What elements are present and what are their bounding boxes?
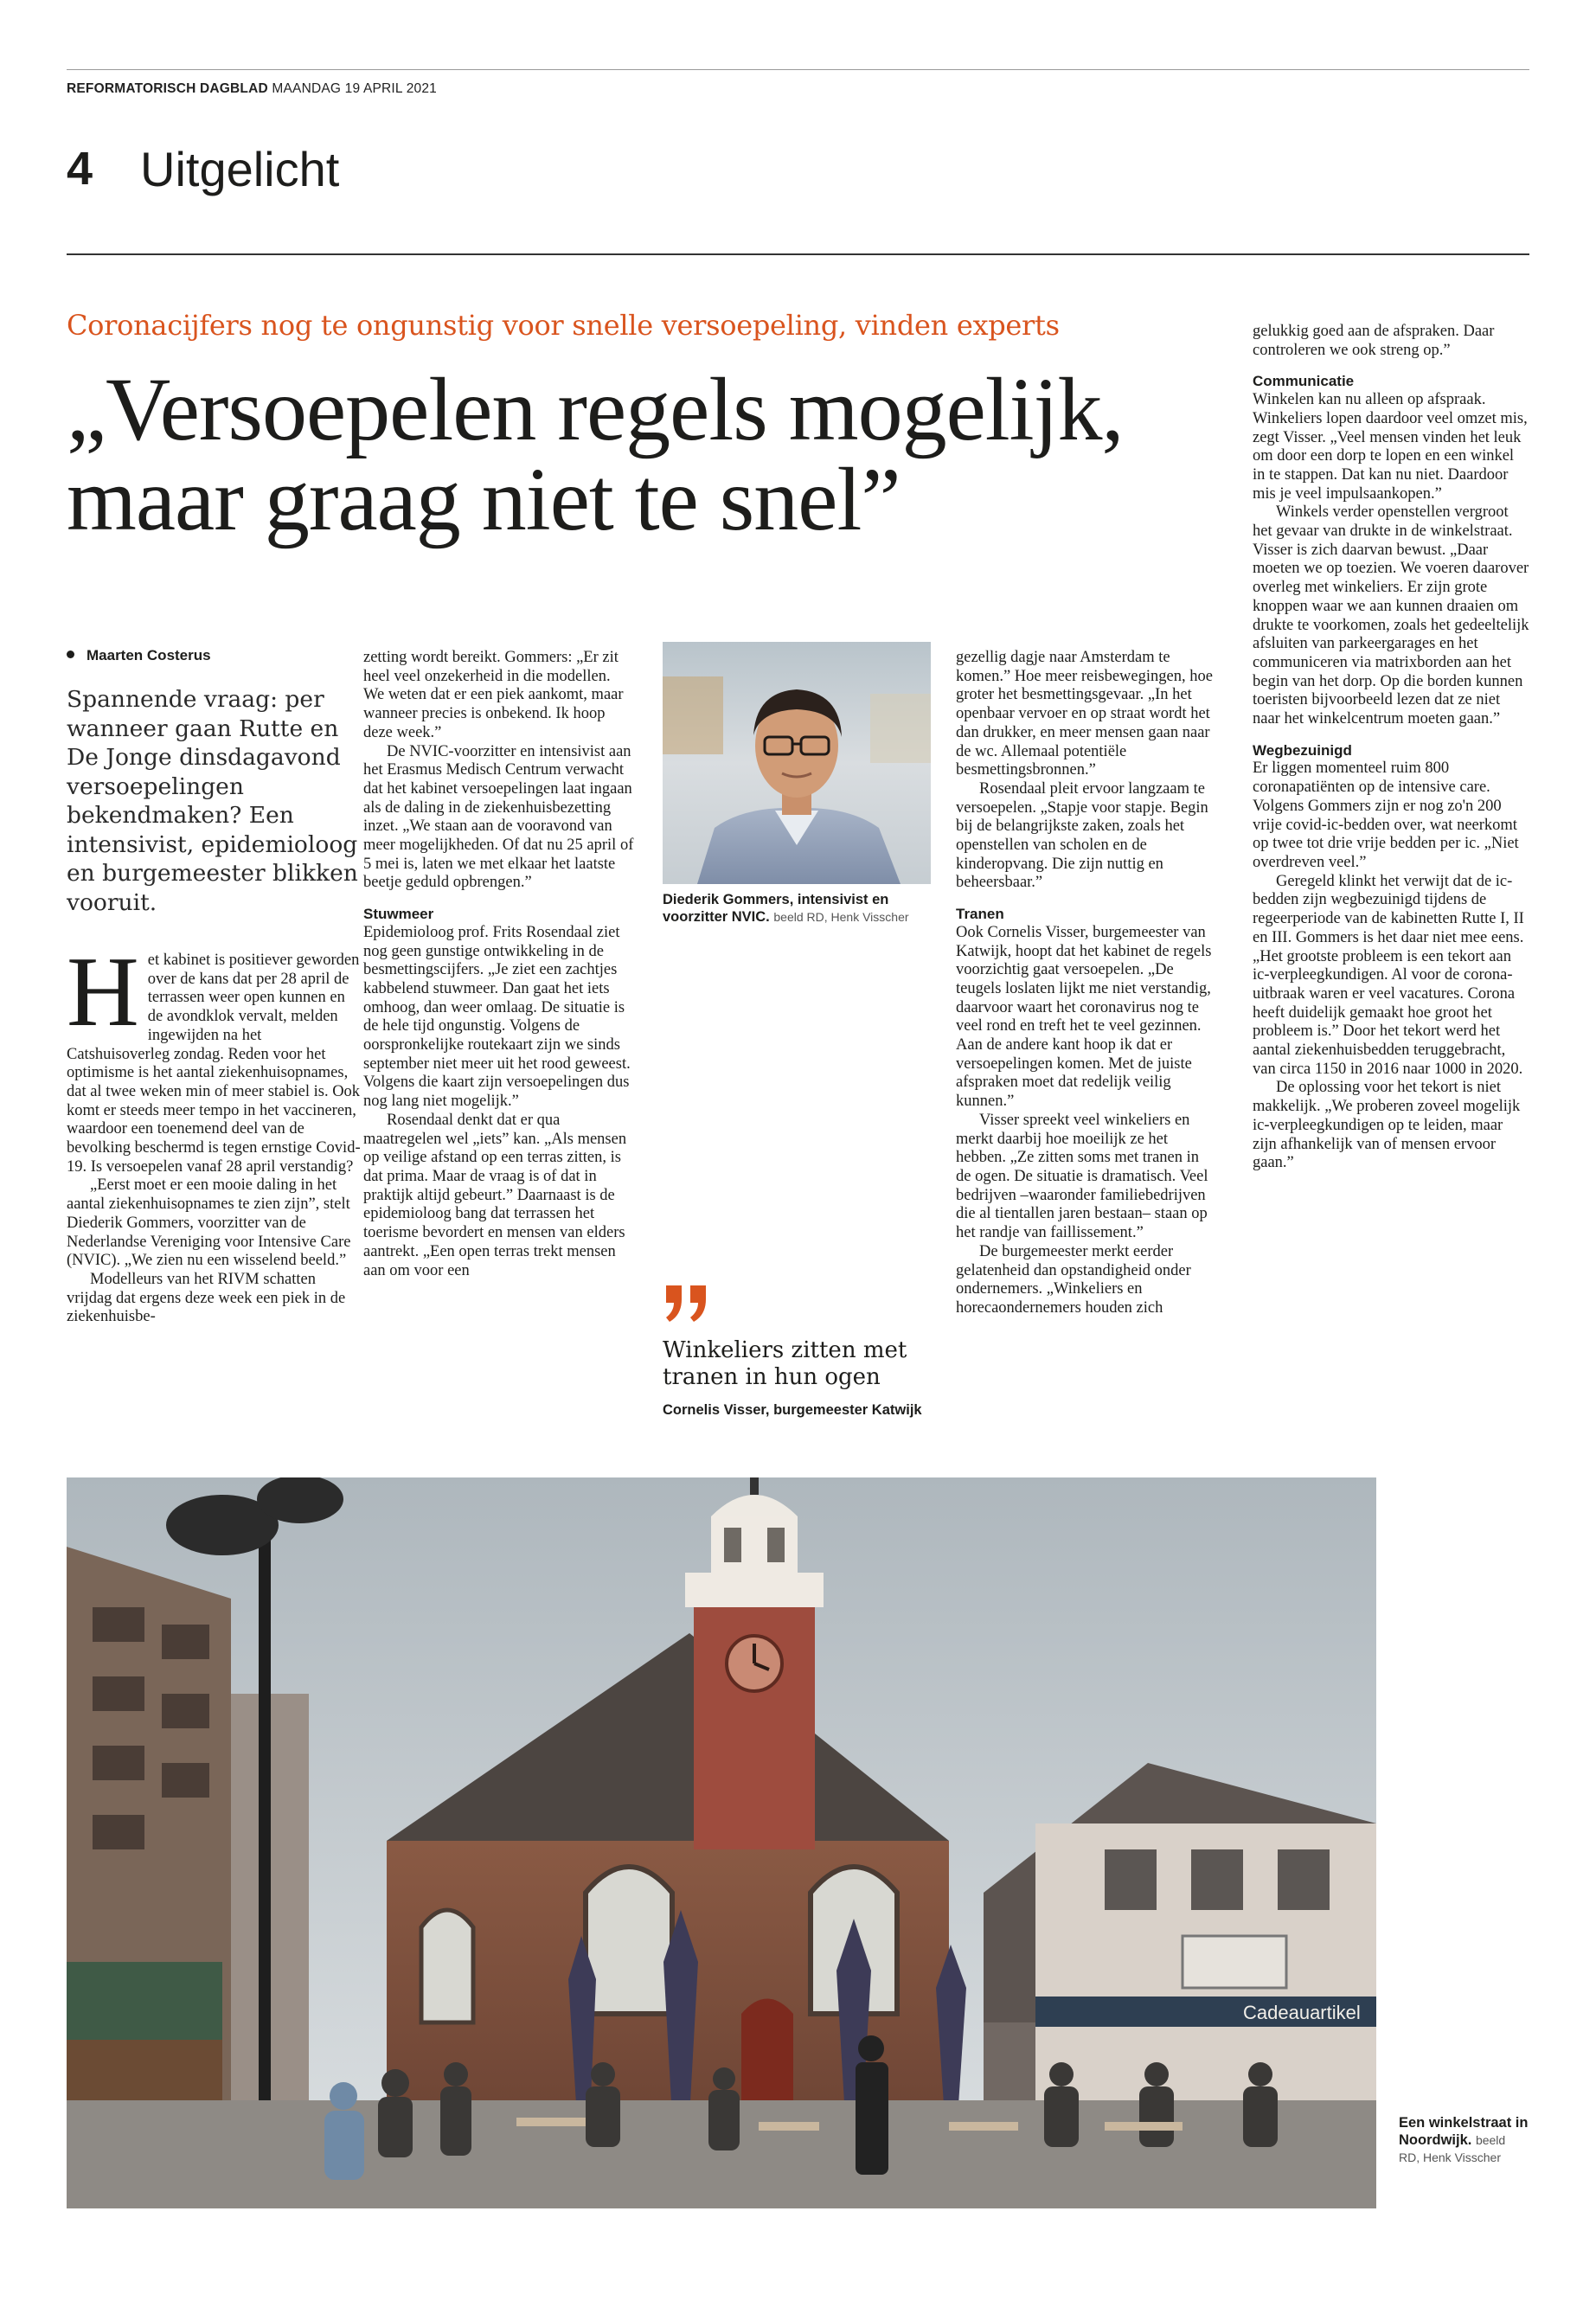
body-paragraph: Er liggen momenteel ruim 800 coronapatiënten op de intensive care. Volgens Gommers zijn er nog zo'n 200 vrije covid-ic-bedden over, wat neerkomt op twee tot drie vrije bedden per ic. „Niet overdreven veel.” <box>1253 760 1519 871</box>
article-headline <box>67 360 1278 549</box>
shop-sign: Cadeauartikel <box>1243 2002 1361 2023</box>
body-column-5 <box>1253 323 1529 1173</box>
body-paragraph: De oplossing voor het tekort is niet makkelijk. „We proberen zoveel mogelijk ic-verpleegkundigen op te leiden, maar zijn afhankelijk van of mensen ervoor gaan.” <box>1253 1079 1521 1172</box>
body-paragraph <box>67 937 361 1176</box>
body-paragraph: Modelleurs van het RIVM schatten vrijdag dat ergens deze week een piek in de ziekenhuisbe- <box>67 1270 346 1326</box>
drop-cap: H <box>67 937 139 1048</box>
body-paragraph: Winkelen kan nu alleen op afspraak. Winkeliers lopen daardoor veel omzet mis, zegt Visser. „Veel mensen vinden het leuk om door een dorp te lopen en een winkel in te stappen. Dat kan nu niet. Daardoor mis je veel impulsaankopen.” <box>1253 391 1528 503</box>
paragraph-text: et kabinet is positiever geworden over de kans dat per 28 april de terrassen weer open kunnen en de avondklok vervalt, melden ingewijden na het Catshuisoverleg zondag. Reden voor het optimisme is het aantal ziekenhuisopnames, dat al twee weken min of meer stabiel is. Ook komt er steeds meer tempo in het vaccineren, waardoor een toenemend deel van de bevolking beschermd is tegen ernstige Covid-19. Is versoepelen vanaf 28 april verstandig? <box>67 952 361 1176</box>
subheading-stuwmeer: Stuwmeer <box>363 906 434 923</box>
section-title: Uitgelicht <box>140 142 340 196</box>
body-paragraph: Winkels verder openstellen vergroot het gevaar van drukte in de winkelstraat. Visser is zich daarvan bewust. „Daar moeten we op toezien. We voeren daarover overleg met winkeliers. Er zijn grote knoppen waar we aan kunnen draaien om drukte te voorkomen, zoals het gedeeltelijk afsluiten van parkeergarages en het communiceren via matrixborden aan het begin van het dorp. Op die borden kunnen toeristen bijvoorbeeld lezen dat ze niet naar het winkelcentrum moeten gaan.” <box>1253 503 1529 728</box>
body-paragraph: Epidemioloog prof. Frits Rosendaal ziet nog geen gunstige ontwikkeling in de besmettingscijfers. „Je ziet een zachtjes kabbelend stuwmeer. Dan gaat het iets omhoog, dan weer omlaag. De situatie is de hele tijd ongunstig. Volgens de oorspronkelijke routekaart zijn we sinds september niet meer uit het rood geweest. Volgens die kaart zijn versoepelingen dus nog lang niet mogelijk.” <box>363 923 631 1111</box>
pullquote-source: Cornelis Visser, burgemeester Katwijk <box>663 1402 922 1418</box>
portrait-caption <box>663 891 931 926</box>
subheading-tranen: Tranen <box>956 906 1004 923</box>
body-paragraph: Geregeld klinkt het verwijt dat de ic-bedden zijn wegbezuinigd tijdens de regeerperiode van de kabinetten Rutte I, II en III. Gommers is het daar niet mee eens. „Het grootste probleem is een tekort aan ic-verpleegkundigen. Al voor de corona-uitbraak waren er veel vacatures. Corona heeft duidelijk gemaakt hoe groot het probleem is.” Door het tekort werd het aantal ziekenhuisbedden teruggebracht, van circa 1150 in 2016 naar 1000 in 2020. <box>1253 872 1524 1078</box>
street-photo <box>67 1477 1376 2208</box>
headline-line-2: maar graag niet te snel” <box>67 450 901 549</box>
street-scene-illustration <box>67 1477 1376 2208</box>
portrait-credit: beeld RD, Henk Visscher <box>773 910 909 924</box>
body-paragraph: „Eerst moet er een mooie daling in het aantal ziekenhuisopnames te zien zijn”, stelt Diederik Gommers, voorzitter van de Nederlandse Vereniging voor Intensive Care (NVIC). „We zien nu een wisselend beeld.” <box>67 1176 351 1270</box>
body-paragraph: De NVIC-voorzitter en intensivist aan het Erasmus Medisch Centrum verwacht dat het kabinet versoepelingen laat ingaan als de daling in de ziekenhuisbezetting inzet. „We staan aan de vooravond van meer mogelijkheden. Of dat nu 25 april of 5 mei is, laten we met elkaar het laatste beetje geduld opbrengen.” <box>363 742 634 892</box>
section-rule <box>67 253 1529 255</box>
body-column-1 <box>67 937 361 1327</box>
body-paragraph: gezellig dagje naar Amsterdam te komen.” Hoe meer reisbewegingen, hoe groter het besmettingsgevaar. „In het openbaar vervoer en op straat wordt het dan drukker, en meer mensen gaan naar de wc. Allemaal potentiële besmettingsbronnen.” <box>956 649 1213 779</box>
masthead <box>67 81 437 97</box>
masthead-date: MAANDAG 19 APRIL 2021 <box>272 81 437 96</box>
byline-author: Maarten Costerus <box>87 647 211 663</box>
article-intro: Spannende vraag: per wanneer gaan Rutte en De Jonge dinsdagavond versoepelingen bekendmaken? Een intensivist, epidemioloog en burgemeester blikken vooruit. <box>67 686 358 916</box>
portrait-caption-text: Diederik Gommers, intensivist en voorzitter NVIC. <box>663 892 889 925</box>
byline <box>67 647 211 664</box>
top-rule <box>67 69 1529 70</box>
subheading-communicatie: Communicatie <box>1253 373 1355 390</box>
body-column-2 <box>363 649 634 1280</box>
page-number: 4 <box>67 143 93 195</box>
portrait-photo <box>663 642 931 884</box>
body-paragraph: gelukkig goed aan de afspraken. Daar controleren we ook streng op.” <box>1253 323 1495 359</box>
pullquote-text: Winkeliers zitten met tranen in hun ogen <box>663 1337 907 1390</box>
body-column-4 <box>956 649 1217 1318</box>
body-paragraph: Ook Cornelis Visser, burgemeester van Katwijk, hoopt dat het kabinet de regels voorzichtig gaat versoepelen. „De teugels loslaten lijkt me niet verstandig, daarvoor waart het coronavirus nog te veel rond en treft het te veel gezinnen. Aan de andere kant hoop ik dat er versoepelingen komen. Met de juiste afspraken moet dat redelijk veilig kunnen.” <box>956 923 1212 1111</box>
subheading-wegbezuinigd: Wegbezuinigd <box>1253 741 1352 759</box>
body-paragraph: Rosendaal pleit ervoor langzaam te versoepelen. „Stapje voor stapje. Begin bij de belangrijkste zaken, zoals het openstellen van scholen en de kinderopvang. Die zijn nuttig en beheersbaar.” <box>956 779 1208 892</box>
masthead-paper: REFORMATORISCH DAGBLAD <box>67 81 268 96</box>
street-caption-text: Een winkelstraat in Noordwijk. <box>1399 2115 1529 2148</box>
body-paragraph: Visser spreekt veel winkeliers en merkt daarbij hoe moeilijk ze het hebben. „Ze zitten soms met tranen in de ogen. De situatie is dramatisch. Veel bedrijven –waaronder familiebedrijven die al tientallen jaren bestaan– staan op het randje van faillissement.” <box>956 1111 1208 1242</box>
street-credit: beeld RD, Henk Visscher <box>1399 2133 1506 2164</box>
headline-line-1: „Versoepelen regels mogelijk, <box>67 360 1124 459</box>
byline-bullet <box>67 651 74 658</box>
body-paragraph: zetting wordt bereikt. Gommers: „Er zit heel veel onzekerheid in die modellen. We weten dat er een piek aankomt, maar wanneer precies is onbekend. Ik hoop deze week.” <box>363 649 624 741</box>
quote-icon <box>663 1282 715 1325</box>
body-paragraph: De burgemeester merkt eerder gelatenheid dan opstandigheid onder ondernemers. „Winkeliers en horecaondernemers houden zich <box>956 1242 1191 1317</box>
street-caption <box>1399 2114 1529 2166</box>
portrait-illustration <box>663 642 931 884</box>
body-paragraph: Rosendaal denkt dat er qua maatregelen wel „iets” kan. „Als mensen op veilige afstand op een terras zitten, is dat prima. Maar de vraag is of dat in praktijk altijd gebeurt.” Daarnaast is de epidemioloog bang dat terrassen het toerisme bevordert en mensen van elders aantrekt. „Een open terras trekt mensen aan om voor een <box>363 1111 627 1279</box>
article-kicker: Coronacijfers nog te ongunstig voor snelle versoepeling, vinden experts <box>67 309 1060 342</box>
